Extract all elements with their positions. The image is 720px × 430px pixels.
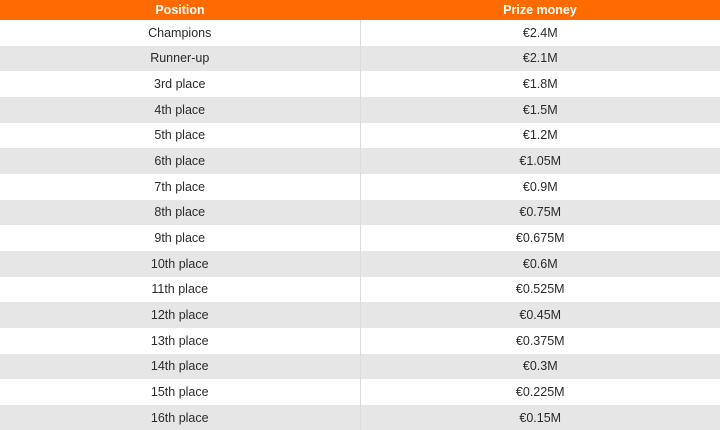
column-header-prize-money: Prize money	[360, 0, 720, 20]
position-cell: 6th place	[0, 148, 360, 174]
position-cell: 13th place	[0, 328, 360, 354]
prize-cell: €0.45M	[360, 302, 720, 328]
position-cell: 16th place	[0, 405, 360, 430]
table-row	[0, 379, 720, 405]
column-header-position: Position	[0, 0, 360, 20]
prize-cell: €1.8M	[360, 71, 720, 97]
prize-cell: €2.1M	[360, 46, 720, 72]
table-row	[0, 302, 720, 328]
table-row	[0, 225, 720, 251]
position-cell: Champions	[0, 20, 360, 46]
prize-cell: €0.375M	[360, 328, 720, 354]
table-row	[0, 20, 720, 46]
prize-cell: €1.05M	[360, 148, 720, 174]
position-cell: 14th place	[0, 354, 360, 380]
position-cell: Runner-up	[0, 46, 360, 72]
table-row	[0, 71, 720, 97]
table-row	[0, 123, 720, 149]
prize-cell: €0.675M	[360, 225, 720, 251]
table-body	[0, 20, 720, 430]
table-row	[0, 354, 720, 380]
prize-cell: €0.225M	[360, 379, 720, 405]
prize-cell: €0.15M	[360, 405, 720, 430]
prize-cell: €2.4M	[360, 20, 720, 46]
position-cell: 15th place	[0, 379, 360, 405]
table-header	[0, 0, 720, 20]
table-row	[0, 148, 720, 174]
table-row	[0, 277, 720, 303]
table-row	[0, 97, 720, 123]
position-cell: 9th place	[0, 225, 360, 251]
position-cell: 4th place	[0, 97, 360, 123]
table-row	[0, 46, 720, 72]
table-row	[0, 405, 720, 430]
position-cell: 10th place	[0, 251, 360, 277]
prize-cell: €0.75M	[360, 200, 720, 226]
table-row	[0, 174, 720, 200]
prize-cell: €0.525M	[360, 277, 720, 303]
position-cell: 8th place	[0, 200, 360, 226]
position-cell: 5th place	[0, 123, 360, 149]
prize-cell: €1.5M	[360, 97, 720, 123]
table-row	[0, 251, 720, 277]
position-cell: 12th place	[0, 302, 360, 328]
position-cell: 3rd place	[0, 71, 360, 97]
table-row	[0, 328, 720, 354]
position-cell: 7th place	[0, 174, 360, 200]
table-row	[0, 200, 720, 226]
prize-cell: €0.6M	[360, 251, 720, 277]
prize-cell: €1.2M	[360, 123, 720, 149]
prize-cell: €0.9M	[360, 174, 720, 200]
header-row	[0, 0, 720, 20]
prize-cell: €0.3M	[360, 354, 720, 380]
position-cell: 11th place	[0, 277, 360, 303]
